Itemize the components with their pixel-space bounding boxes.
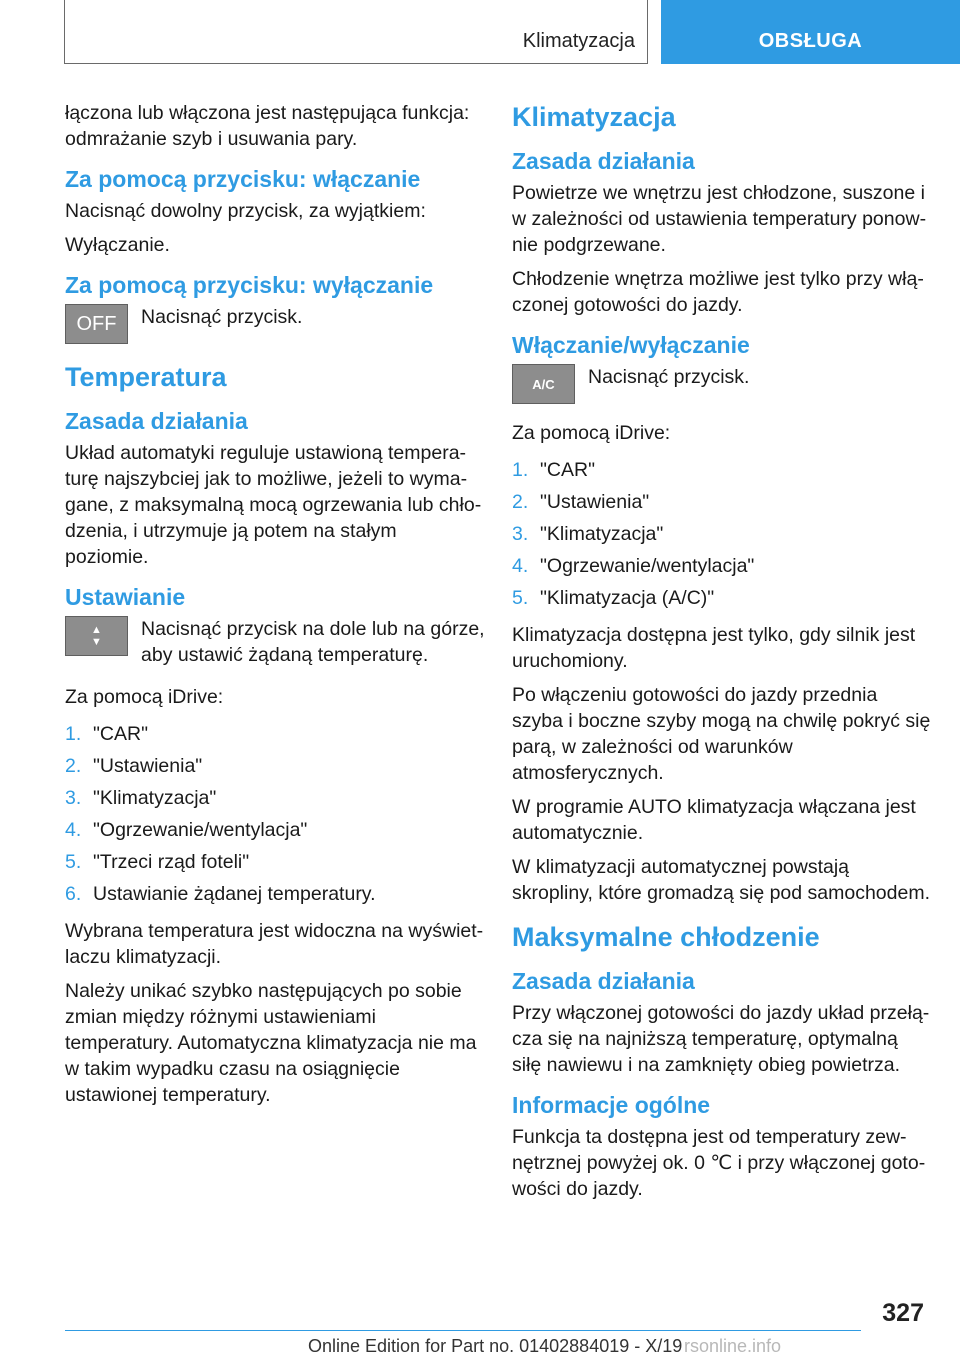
list-item-number: 6.: [65, 883, 82, 905]
off-button-label: OFF: [76, 312, 117, 335]
steps-list-left: [65, 718, 485, 910]
avoid-paragraph: Należy unikać szybko następujących po sobie zmian między różnymi ustawieniami temperatury. Automatyczna klimatyzacja nie ma w takim wypadku czasu na osiągnięcie ustawionej temperatury.: [65, 980, 477, 1106]
heading-principle-max: Zasada działania: [512, 968, 695, 994]
off-button-icon: [65, 304, 128, 344]
header-section-title: Klimatyzacja: [522, 30, 635, 52]
auto-paragraph: W programie AUTO klimatyzacja włączana jest automatycznie.: [512, 796, 916, 844]
heading-general-info: Informacje ogólne: [512, 1092, 711, 1118]
list-item-text: "CAR": [540, 459, 596, 481]
principle-paragraph-right-1: Powietrze we wnętrzu jest chłodzone, suszone i w zależności od ustawienia temperatury ponownie podgrzewane.: [512, 182, 927, 256]
heading-button-off: Za pomocą przycisku: wyłączanie: [65, 272, 434, 298]
list-item: [512, 550, 932, 582]
list-item-number: 1.: [65, 723, 82, 745]
off-button-row: [65, 304, 485, 344]
ac-button-label: A/C: [532, 376, 555, 392]
header-box: [64, 0, 648, 64]
list-item-number: 1.: [512, 459, 529, 481]
ac-button-text: Nacisnąć przycisk.: [588, 366, 750, 388]
list-item-number: 4.: [65, 819, 82, 841]
list-item-text: "Ustawienia": [93, 755, 203, 777]
list-item-number: 4.: [512, 555, 529, 577]
header-chapter-tab: [661, 0, 960, 64]
temp-button-text: Nacisnąć przycisk na dole lub na górze, aby ustawić żądaną temperaturę.: [141, 618, 485, 666]
ac-button-icon: [512, 364, 575, 404]
list-item-text: "Ogrzewanie/wentylacja": [540, 555, 755, 577]
idrive-label-left: Za pomocą iDrive:: [65, 686, 224, 708]
list-item: [512, 454, 932, 486]
heading-setting: Ustawianie: [65, 584, 186, 610]
footer-divider: [65, 1330, 861, 1331]
heading-on-off: Włączanie/wyłączanie: [512, 332, 750, 358]
list-item-number: 2.: [512, 491, 529, 513]
intro-paragraph: łączona lub włączona jest następująca funkcja: odmrażanie szyb i usuwania pary.: [65, 102, 470, 150]
heading-air-conditioning: Klimatyzacja: [512, 102, 676, 132]
list-item-text: "Klimatyzacja": [93, 787, 217, 809]
engine-paragraph: Klimatyzacja dostępna jest tylko, gdy silnik jest uruchomiony.: [512, 624, 916, 672]
list-item: [65, 750, 485, 782]
principle-paragraph-right-2: Chłodzenie wnętrza możliwe jest tylko przy włączonej gotowości do jazdy.: [512, 268, 924, 316]
heading-principle-left: Zasada działania: [65, 408, 248, 434]
arrow-down-icon: ▼: [91, 636, 102, 648]
list-item: [65, 782, 485, 814]
button-on-text-1: Nacisnąć dowolny przycisk, za wyjątkiem:: [65, 200, 426, 222]
list-item: [65, 814, 485, 846]
fog-paragraph: Po włączeniu gotowości do jazdy przednia szyba i boczne szyby mogą na chwilę pokryć się parą, w zależności od warunków atmosferycznych.: [512, 684, 931, 784]
list-item-text: "Ustawienia": [540, 491, 650, 513]
temp-button-row: [65, 616, 485, 668]
edition-note: Online Edition for Part no. 01402884019 - X/19: [308, 1336, 683, 1356]
idrive-label-right: Za pomocą iDrive:: [512, 422, 671, 444]
list-item-number: 2.: [65, 755, 82, 777]
list-item-number: 5.: [512, 587, 529, 609]
steps-list-right: [512, 454, 932, 614]
button-on-text-2: Wyłączanie.: [65, 234, 170, 256]
right-column: [512, 100, 932, 1210]
list-item: [65, 846, 485, 878]
off-button-text: Nacisnąć przycisk.: [141, 306, 303, 328]
condensate-paragraph: W klimatyzacji automatycznej powstają skropliny, które gromadzą się pod samochodem.: [512, 856, 931, 904]
temp-up-down-icon: [65, 616, 128, 656]
heading-temperature: Temperatura: [65, 362, 227, 392]
list-item: [65, 878, 485, 910]
list-item: [65, 718, 485, 750]
list-item-number: 3.: [512, 523, 529, 545]
list-item-text: "Klimatyzacja (A/C)": [540, 587, 715, 609]
list-item-number: 3.: [65, 787, 82, 809]
heading-max-cooling: Maksymalne chłodzenie: [512, 922, 820, 952]
heading-button-on: Za pomocą przycisku: włączanie: [65, 166, 421, 192]
arrow-up-icon: ▲: [91, 624, 102, 636]
list-item-text: Ustawianie żądanej temperatury.: [93, 883, 376, 905]
watermark: rsonline.info: [684, 1336, 782, 1356]
principle-paragraph-left: Układ automatyki reguluje ustawioną temperaturę najszybciej jak to możliwe, jeżeli to wymagane, z maksymalną mocą ogrzewania lub chłodzenia, i utrzymuje ją potem na stałym poziomie.: [65, 442, 482, 568]
list-item-text: "Trzeci rząd foteli": [93, 851, 250, 873]
page-number: 327: [882, 1299, 924, 1327]
list-item-text: "Ogrzewanie/wentylacja": [93, 819, 308, 841]
header-chapter-label: OBSŁUGA: [758, 30, 863, 52]
list-item: [512, 582, 932, 614]
list-item-text: "CAR": [93, 723, 149, 745]
ac-button-row: [512, 364, 932, 404]
list-item: [512, 518, 932, 550]
list-item: [512, 486, 932, 518]
left-column: [65, 100, 485, 1116]
max-cooling-paragraph: Przy włączonej gotowości do jazdy układ przełącza się na najniższą temperaturę, optymalną siłę nawiewu i na zamknięty obieg powietrza.: [512, 1002, 930, 1076]
heading-principle-right: Zasada działania: [512, 148, 695, 174]
list-item-number: 5.: [65, 851, 82, 873]
general-info-paragraph: Funkcja ta dostępna jest od temperatury zewnętrznej powyżej ok. 0 ℃ i przy włączonej gotowości do jazdy.: [512, 1126, 926, 1200]
list-item-text: "Klimatyzacja": [540, 523, 664, 545]
display-paragraph: Wybrana temperatura jest widoczna na wyświetlaczu klimatyzacji.: [65, 920, 484, 968]
